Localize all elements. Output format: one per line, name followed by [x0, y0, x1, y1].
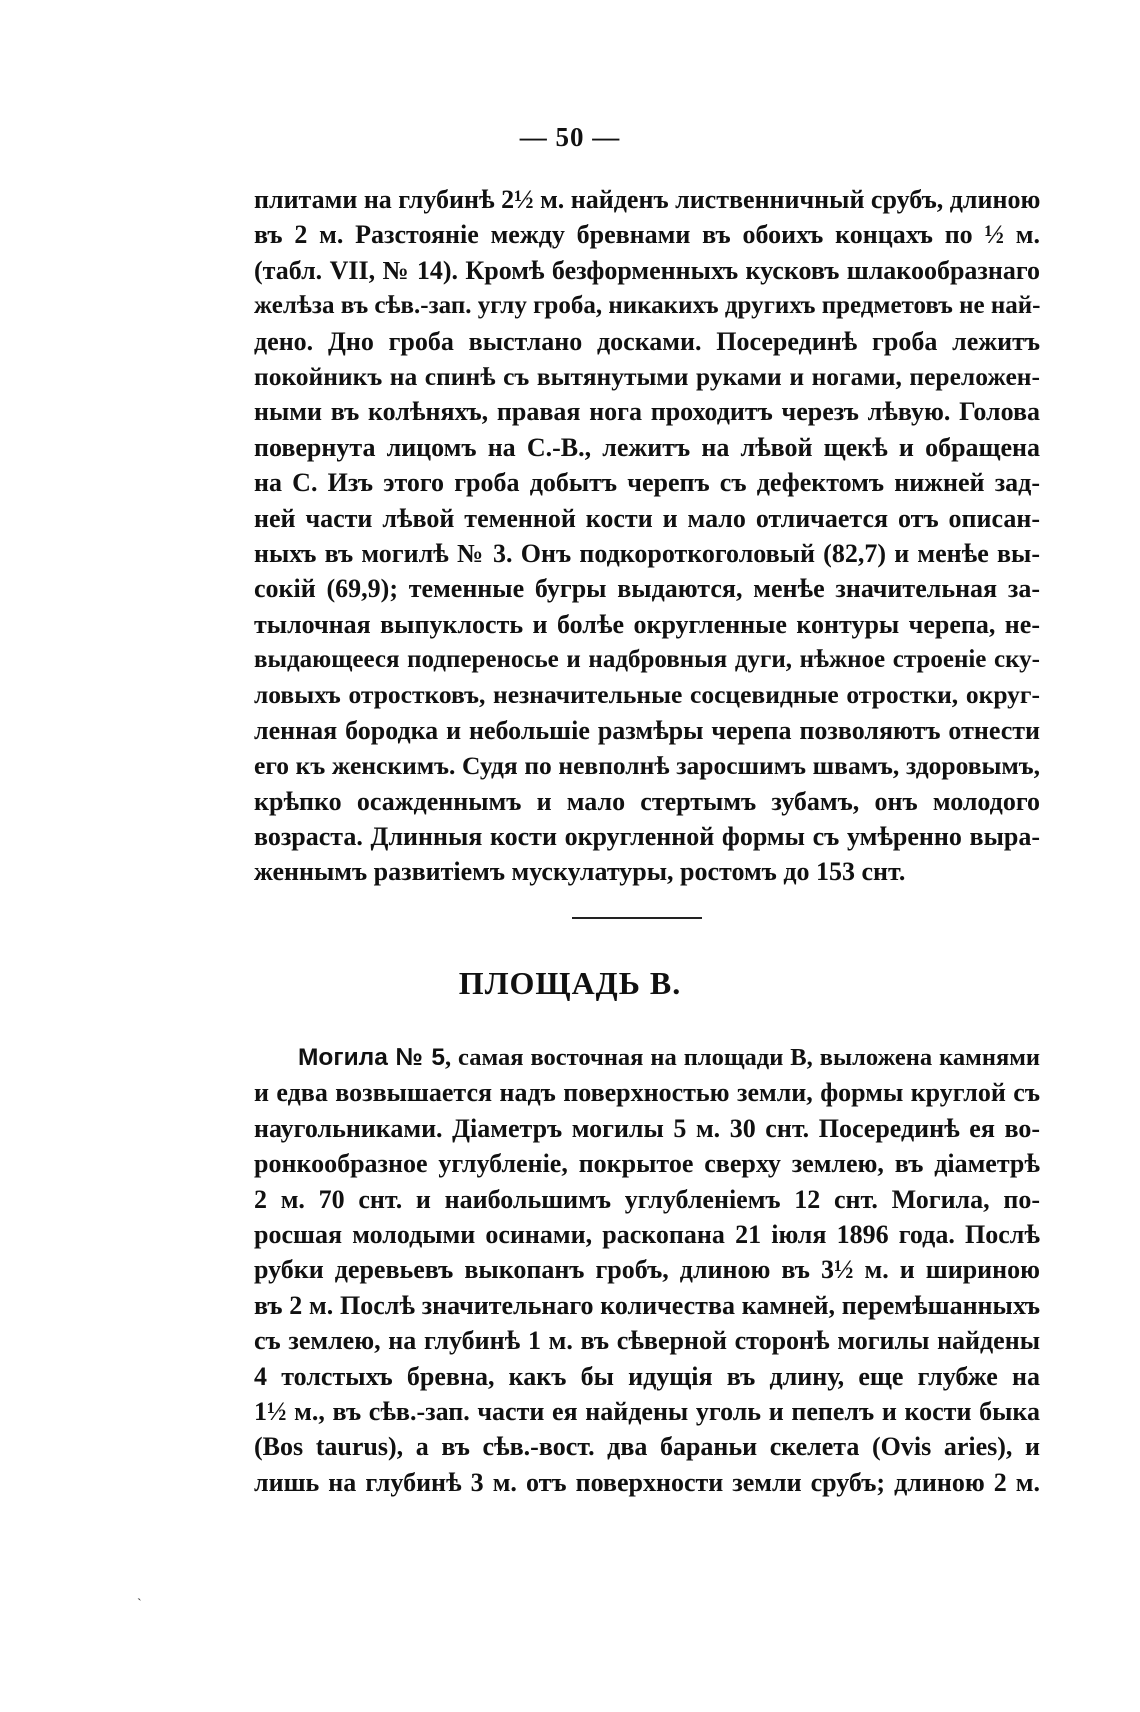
- text-line: въ 2 м. Послѣ значительнаго количества камней, перемѣшанныхъ: [254, 1290, 1040, 1320]
- text-line: ныхъ въ могилѣ № 3. Онъ подкороткоголовый (82,7) и менѣе вы-: [254, 538, 1040, 568]
- text-line-first: [254, 1040, 1040, 1075]
- page-number: — 50 —: [519, 122, 621, 152]
- section-divider: [572, 917, 702, 919]
- text-line: крѣпко осажденнымъ и мало стертымъ зубамъ, онъ молодого: [254, 786, 1040, 816]
- text-line: сокій (69,9); теменные бугры выдаются, менѣе значительная за-: [254, 574, 1040, 604]
- text-line: ронкообразное углубленіе, покрытое сверху землею, въ діаметрѣ: [254, 1149, 1040, 1179]
- text-line: на С. Изъ этого гроба добытъ черепъ съ дефектомъ нижней зад-: [254, 468, 1040, 498]
- section-heading: ПЛОЩАДЬ В.: [458, 965, 682, 1001]
- text-line: (Bos taurus), а въ сѣв.-вост. два бараньи скелета (Ovis aries), и: [254, 1432, 1040, 1462]
- text-line: покойникъ на спинѣ съ вытянутыми руками и ногами, переложен-: [254, 361, 1040, 391]
- scan-speck-mark: ˋ: [137, 1597, 142, 1612]
- text-line: ными въ колѣняхъ, правая нога проходитъ черезъ лѣвую. Голова: [254, 397, 1040, 427]
- text-line: его къ женскимъ. Судя по невполнѣ заросшимъ швамъ, здоровымъ,: [254, 751, 1040, 781]
- grave-label: Могила № 5: [298, 1044, 445, 1071]
- text-line: и едва возвышается надъ поверхностью земли, формы круглой съ: [254, 1078, 1040, 1108]
- text-line: желѣза въ сѣв.-зап. углу гроба, никакихъ другихъ предметовъ не най-: [254, 292, 1040, 320]
- text-line: (табл. VII, № 14). Кромѣ безформенныхъ кусковъ шлакообразнаго: [254, 255, 1040, 285]
- text-line: повернута лицомъ на С.-В., лежитъ на лѣвой щекѣ и обращена: [254, 432, 1040, 462]
- text-line: 1½ м., въ сѣв.-зап. части ея найдены уголь и пепелъ и кости быка: [254, 1396, 1040, 1426]
- text-line: возраста. Длинныя кости округленной формы съ умѣренно выра-: [254, 822, 1040, 852]
- text-line: 2 м. 70 снт. и наибольшимъ углубленіемъ 12 снт. Могила, по-: [254, 1184, 1040, 1214]
- paragraph-grave-description: [254, 182, 1040, 890]
- text-line: ловыхъ отростковъ, незначительные сосцевидные отростки, округ-: [254, 680, 1040, 710]
- text-line: лишь на глубинѣ 3 м. отъ поверхности земли срубъ; длиною 2 м.: [254, 1467, 1040, 1497]
- text-line: наугольниками. Діаметръ могилы 5 м. 30 снт. Посерединѣ ея во-: [254, 1113, 1040, 1143]
- text-line: 4 толстыхъ бревна, какъ бы идущія въ длину, еще глубже на: [254, 1361, 1040, 1391]
- text-line: женнымъ развитіемъ мускулатуры, ростомъ до 153 снт.: [254, 857, 906, 887]
- paragraph-grave-5: [254, 1040, 1040, 1500]
- text-line: ней части лѣвой теменной кости и мало отличается отъ описан-: [254, 503, 1040, 533]
- text-line: росшая молодыми осинами, раскопана 21 іюля 1896 года. Послѣ: [254, 1219, 1040, 1249]
- text-line: тылочная выпуклость и болѣе округленные контуры черепа, не-: [254, 609, 1040, 639]
- text-line: ленная бородка и небольшіе размѣры черепа позволяютъ отнести: [254, 715, 1040, 745]
- text-line: дено. Дно гроба выстлано досками. Посерединѣ гроба лежитъ: [254, 326, 1040, 356]
- text-line: съ землею, на глубинѣ 1 м. въ сѣверной сторонѣ могилы найдены: [254, 1326, 1040, 1356]
- text-line: выдающееся подпереносье и надбровныя дуги, нѣжное строеніе ску-: [254, 646, 1040, 674]
- text-line: плитами на глубинѣ 2½ м. найденъ лиственничный срубъ, длиною: [254, 185, 1040, 214]
- text-line: рубки деревьевъ выкопанъ гробъ, длиною въ 3½ м. и шириною: [254, 1255, 1040, 1285]
- text-line: въ 2 м. Разстояніе между бревнами въ обоихъ концахъ по ½ м.: [254, 220, 1040, 250]
- text-line-rest: , самая восточная на площади В, выложена камнями: [444, 1044, 1040, 1071]
